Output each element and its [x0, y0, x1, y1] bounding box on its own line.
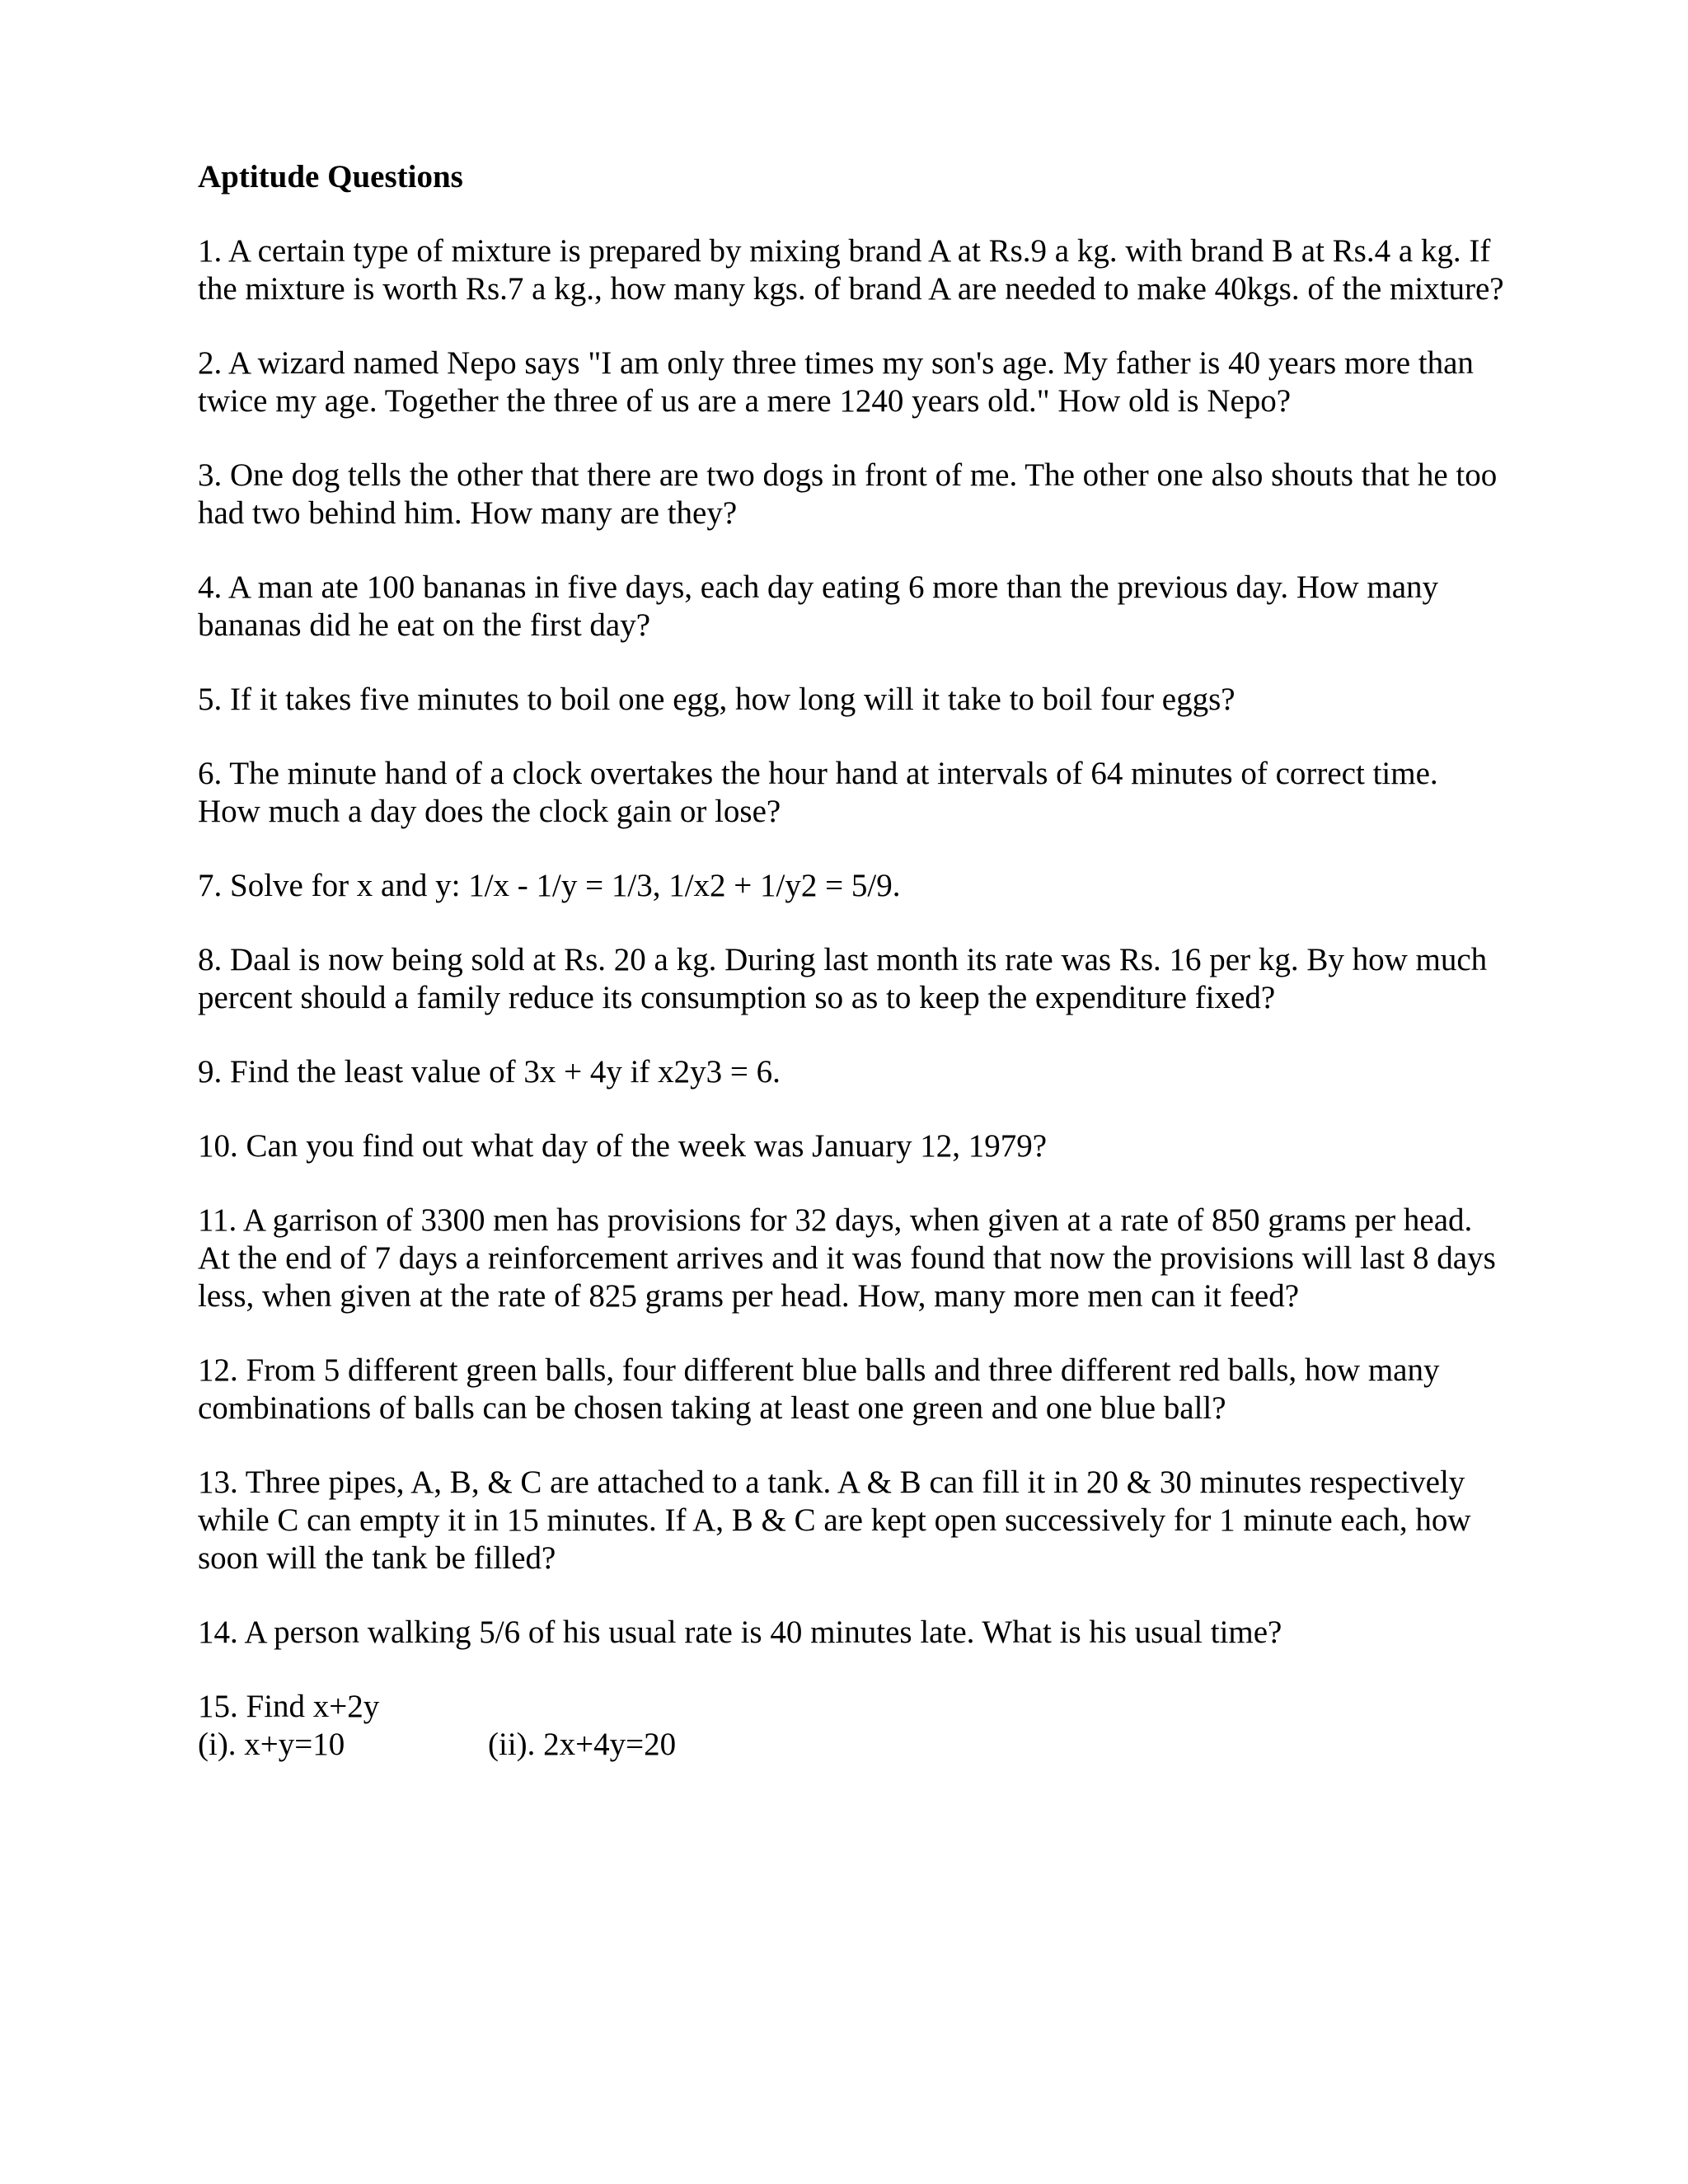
- question-7: 7. Solve for x and y: 1/x - 1/y = 1/3, 1/x2 + 1/y2 = 5/9.: [198, 868, 901, 903]
- question-15-part-i: (i). x+y=10: [198, 1727, 345, 1762]
- question-11: 11. A garrison of 3300 men has provisions for 32 days, when given at a rate of 850 grams per head. At the end of 7 days a reinforcement arrives and it was found that now the provisions will last 8 days less, when given at the rate of 825 grams per head. How, many more men can it feed?: [198, 1202, 1496, 1314]
- question-9: 9. Find the least value of 3x + 4y if x2y3 = 6.: [198, 1054, 781, 1090]
- question-8: 8. Daal is now being sold at Rs. 20 a kg. During last month its rate was Rs. 16 per kg. By how much percent should a family reduce its consumption so as to keep the expenditure fixed?: [198, 942, 1488, 1015]
- question-13: 13. Three pipes, A, B, & C are attached to a tank. A & B can fill it in 20 & 30 minutes respectively while C can empty it in 15 minutes. If A, B & C are kept open successively for 1 minute each, how soon will the tank be filled?: [198, 1465, 1471, 1576]
- question-15-part-ii: (ii). 2x+4y=20: [488, 1727, 677, 1762]
- question-6: 6. The minute hand of a clock overtakes the hour hand at intervals of 64 minutes of correct time. How much a day does the clock gain or lose?: [198, 756, 1438, 829]
- question-15-parts: [198, 1726, 1508, 1764]
- question-4: 4. A man ate 100 bananas in five days, each day eating 6 more than the previous day. How many bananas did he eat on the first day?: [198, 569, 1439, 643]
- question-5: 5. If it takes five minutes to boil one egg, how long will it take to boil four eggs?: [198, 682, 1236, 717]
- document-title: Aptitude Questions: [198, 159, 463, 194]
- question-1: 1. A certain type of mixture is prepared by mixing brand A at Rs.9 a kg. with brand B at Rs.4 a kg. If the mixture is worth Rs.7 a kg., how many kgs. of brand A are needed to make 40kgs. of the mixture?: [198, 233, 1504, 307]
- question-12: 12. From 5 different green balls, four different blue balls and three different red balls, how many combinations of balls can be chosen taking at least one green and one blue ball?: [198, 1352, 1440, 1426]
- question-10: 10. Can you find out what day of the week was January 12, 1979?: [198, 1128, 1048, 1164]
- question-15-prompt: 15. Find x+2y: [198, 1689, 380, 1724]
- question-3: 3. One dog tells the other that there are two dogs in front of me. The other one also shouts that he too had two behind him. How many are they?: [198, 457, 1498, 531]
- question-15: [198, 1688, 1508, 1764]
- question-14: 14. A person walking 5/6 of his usual rate is 40 minutes late. What is his usual time?: [198, 1615, 1282, 1650]
- question-2: 2. A wizard named Nepo says "I am only three times my son's age. My father is 40 years more than twice my age. Together the three of us are a mere 1240 years old." How old is Nepo?: [198, 345, 1474, 419]
- document-body: [198, 158, 1508, 1764]
